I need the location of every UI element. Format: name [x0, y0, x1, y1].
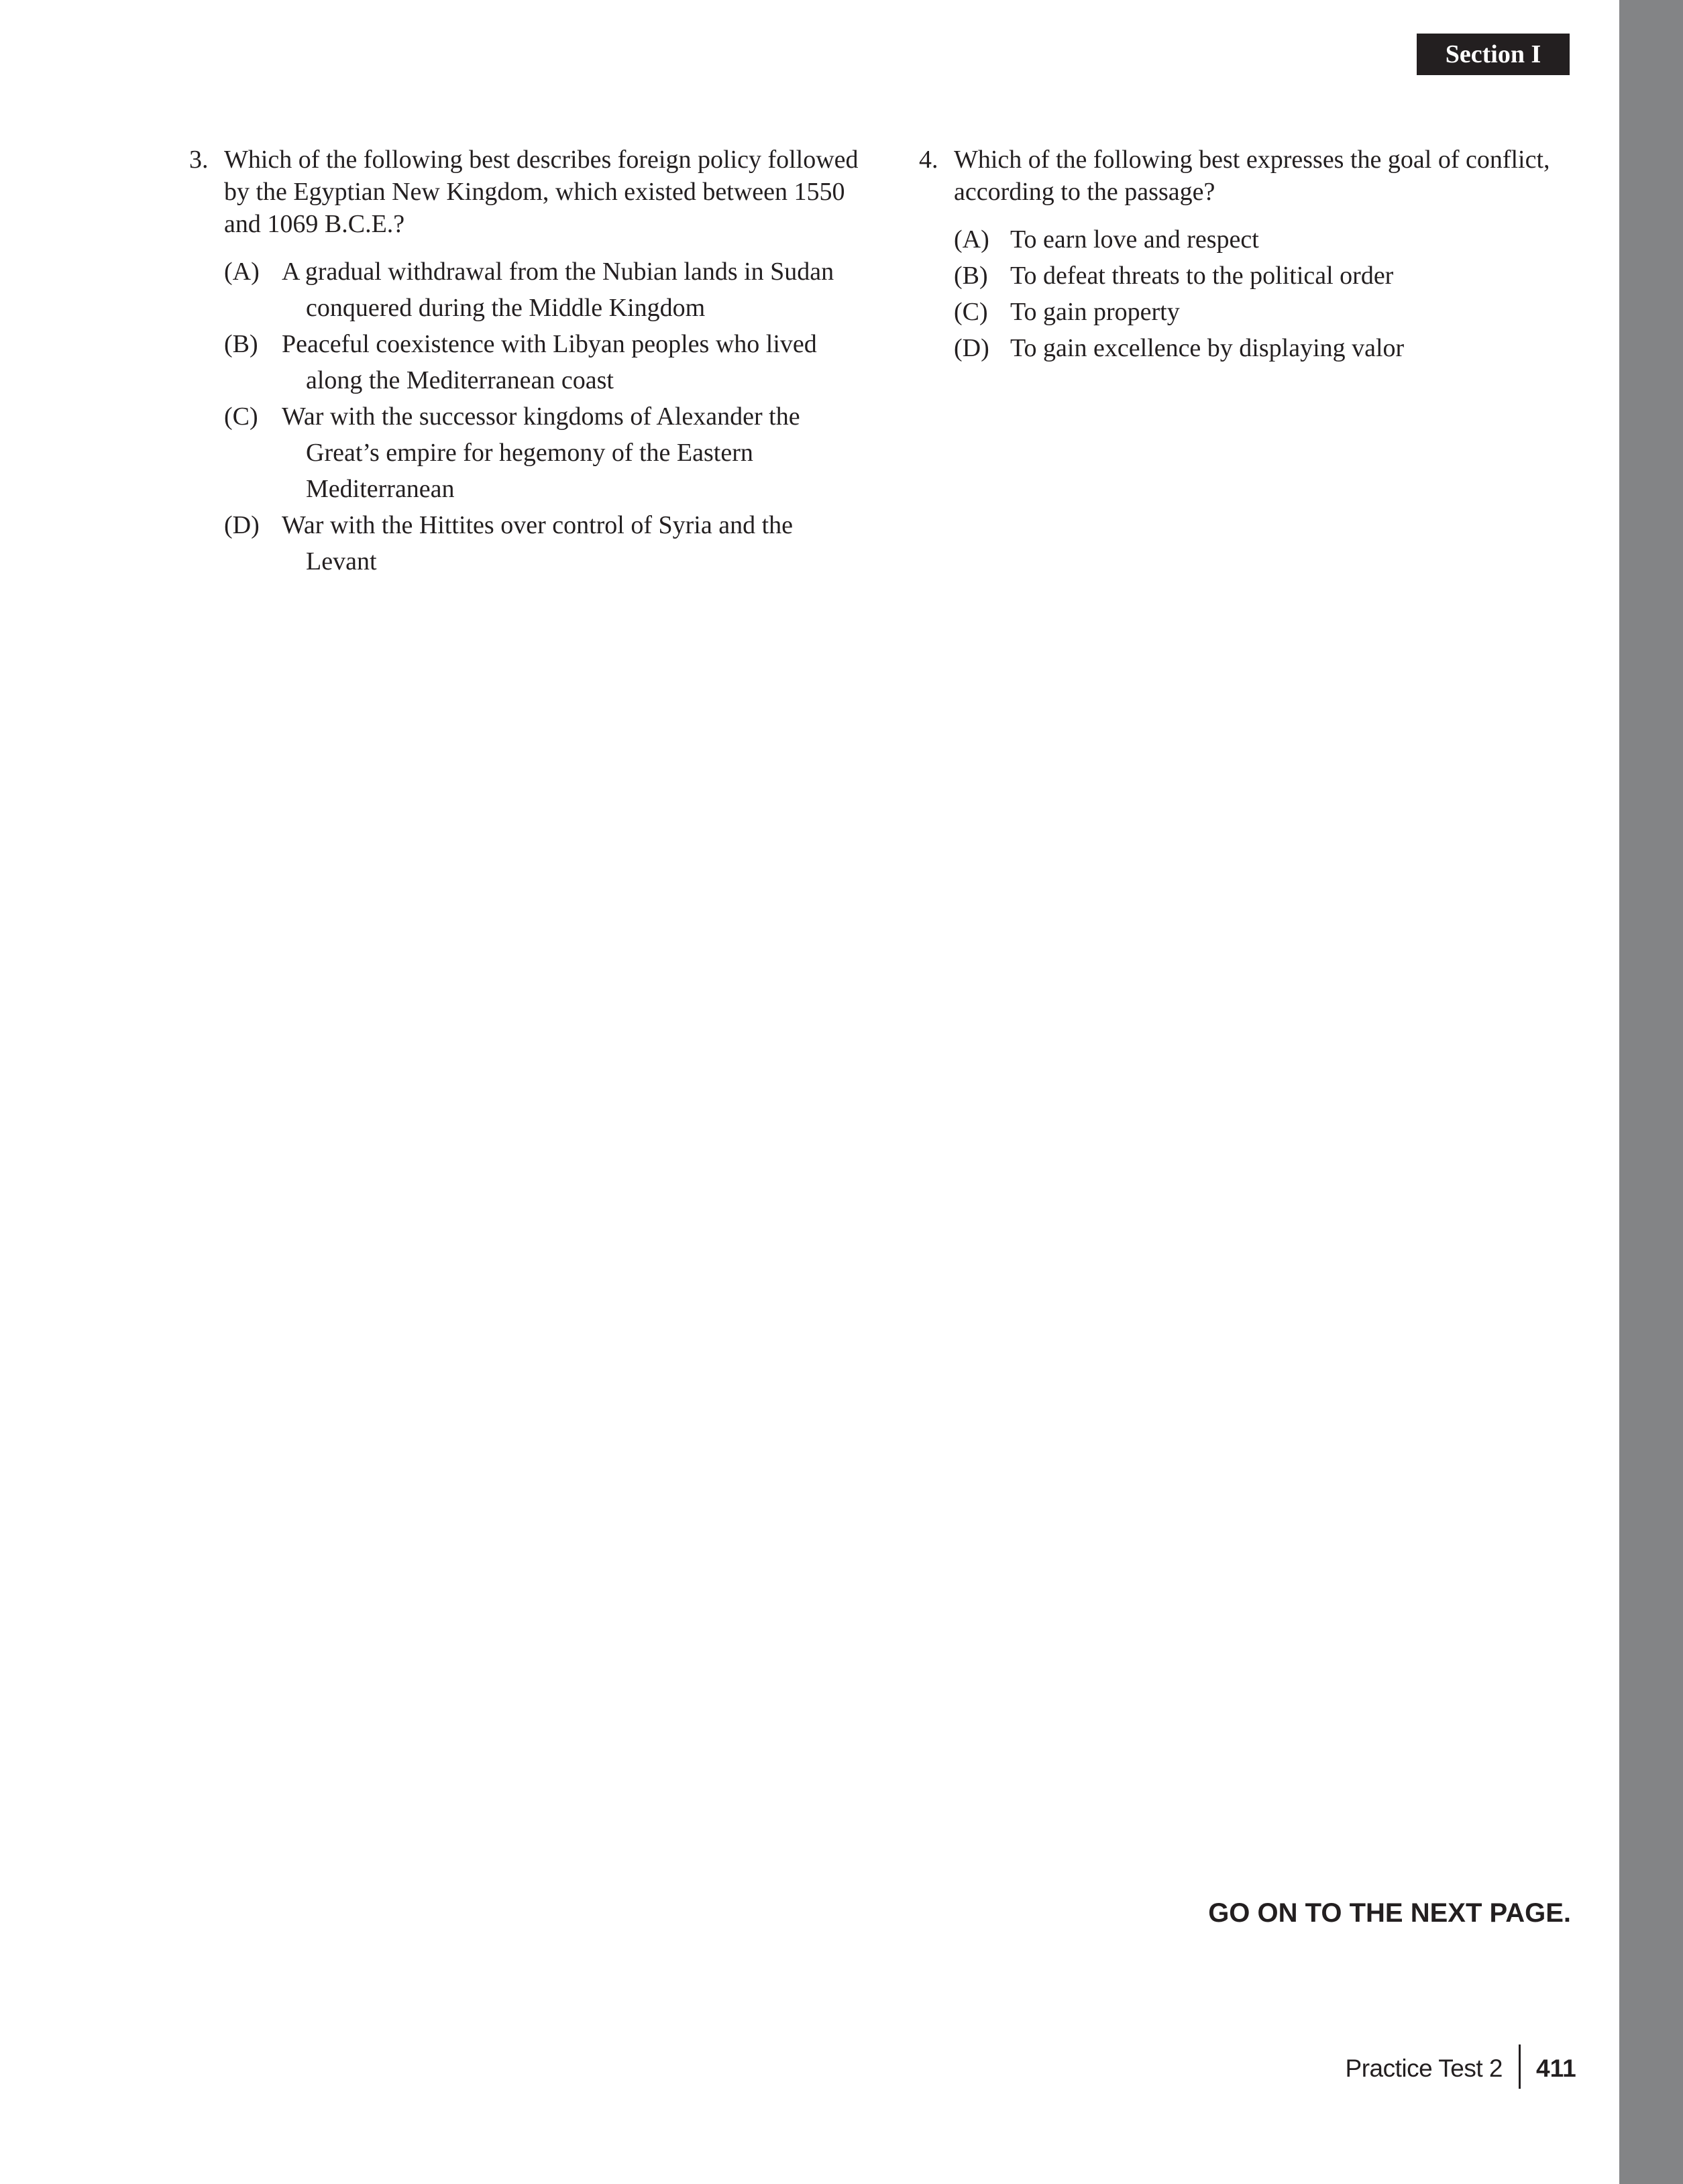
- question-number: 4.: [919, 146, 938, 174]
- choice-text: War with the successor kingdoms of Alexander the Great’s empire for hegemony of the Eastern Mediterranean: [282, 402, 800, 503]
- answer-choice-c[interactable]: [954, 294, 1590, 330]
- footer-test-label: Practice Test 2: [1345, 2055, 1503, 2082]
- side-tab-band: [1619, 0, 1683, 2184]
- question-3: [189, 144, 860, 580]
- page-number: 411: [1536, 2055, 1576, 2082]
- era-abbreviation: B.C.E.: [324, 210, 394, 238]
- choice-text: A gradual withdrawal from the Nubian lands in Sudan conquered during the Middle Kingdom: [282, 258, 834, 322]
- choice-letter: (B): [224, 330, 258, 358]
- question-number: 3.: [189, 146, 209, 174]
- choice-text: Peaceful coexistence with Libyan peoples who lived along the Mediterranean coast: [282, 330, 817, 394]
- answer-choice-d[interactable]: [224, 507, 860, 580]
- question-stem-text: Which of the following best describes foreign policy followed by the Egyptian New Kingdom, which existed between 1550 and 1069: [224, 146, 859, 238]
- choice-text: To earn love and respect: [1010, 225, 1259, 254]
- footer-divider: [1519, 2044, 1521, 2089]
- choice-text: War with the Hittites over control of Syria and the Levant: [282, 511, 794, 576]
- choice-letter: (A): [954, 225, 989, 254]
- choice-letter: (D): [954, 334, 989, 362]
- answer-choices: [954, 221, 1590, 366]
- question-4: [919, 144, 1590, 366]
- answer-choice-b[interactable]: [954, 258, 1590, 294]
- choice-letter: (C): [954, 298, 988, 326]
- choice-letter: (C): [224, 402, 258, 431]
- choice-text: To gain excellence by displaying valor: [1010, 334, 1405, 362]
- question-stem: Which of the following best expresses the goal of conflict, according to the passage?: [954, 146, 1550, 206]
- choice-letter: (D): [224, 511, 260, 539]
- go-on-notice: GO ON TO THE NEXT PAGE.: [1208, 1898, 1571, 1928]
- answer-choice-b[interactable]: [224, 326, 860, 398]
- answer-choice-c[interactable]: [224, 398, 860, 507]
- answer-choice-d[interactable]: [954, 330, 1590, 366]
- choice-text: To gain property: [1010, 298, 1180, 326]
- answer-choice-a[interactable]: [224, 254, 860, 326]
- choice-letter: (A): [224, 258, 260, 286]
- choice-letter: (B): [954, 262, 988, 290]
- question-stem-end: ?: [393, 210, 405, 238]
- answer-choice-a[interactable]: [954, 221, 1590, 258]
- section-badge: Section I: [1417, 34, 1570, 75]
- question-stem: [224, 144, 860, 240]
- answer-choices: [224, 254, 860, 580]
- choice-text: To defeat threats to the political order: [1010, 262, 1394, 290]
